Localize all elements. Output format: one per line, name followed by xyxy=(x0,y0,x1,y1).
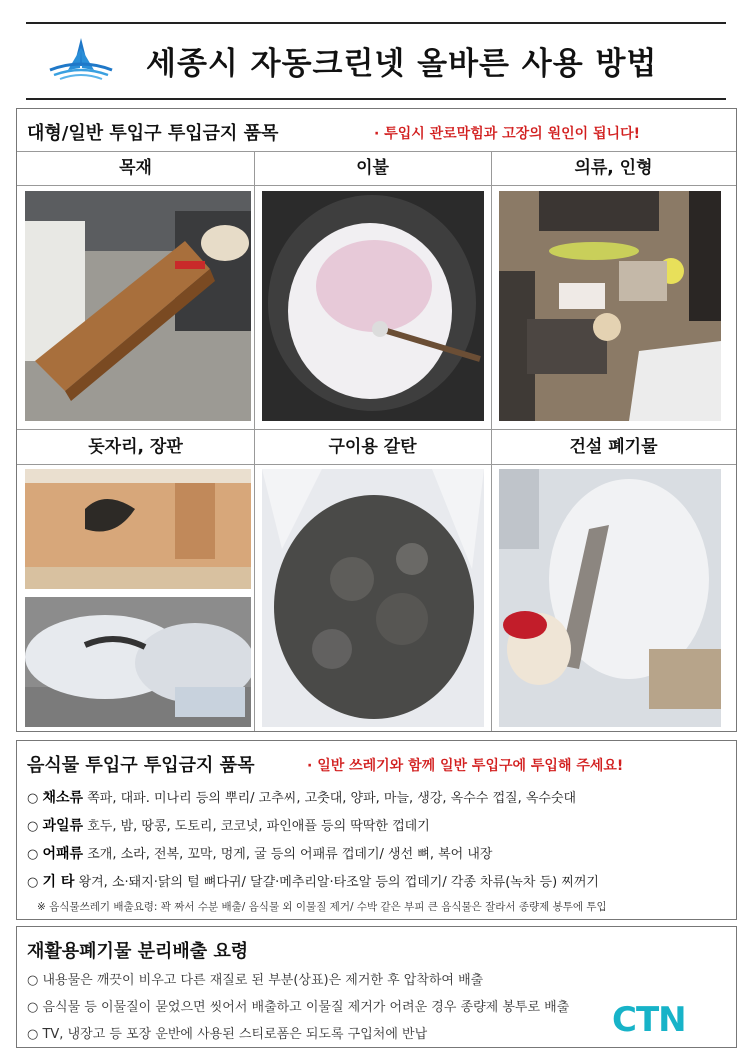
bullet: ○ xyxy=(27,791,39,806)
bedding-photo xyxy=(262,191,484,421)
bullet: ○ xyxy=(27,875,39,890)
section-header xyxy=(17,927,736,961)
section-heading: 음식물 투입구 투입금지 품목 xyxy=(27,755,255,776)
item-text: 쪽파, 대파. 미나리 등의 뿌리/ 고추씨, 고춧대, 양파, 마늘, 생강, 옥수수 껍질, 옥수숫대 xyxy=(87,791,577,806)
list-item xyxy=(27,815,430,835)
list-item xyxy=(27,871,599,891)
list-item xyxy=(27,843,492,863)
item-text: 호두, 밤, 땅콩, 도토리, 코코넛, 파인애플 등의 딱딱한 껍데기 xyxy=(87,819,430,834)
section-heading: 대형/일반 투입구 투입금지 품목 xyxy=(27,123,279,144)
divider xyxy=(254,151,255,731)
warning-text: · 일반 쓰레기와 함께 일반 투입구에 투입해 주세요! xyxy=(307,758,624,774)
item-label-bedding: 이불 xyxy=(254,151,491,186)
item-text: 조개, 소라, 전복, 꼬막, 멍게, 굴 등의 어패류 껍데기/ 생선 뼈, 복어 내장 xyxy=(87,847,493,862)
title-bar xyxy=(26,22,726,100)
section-large-inlet xyxy=(16,108,737,732)
ctn-watermark: CTN xyxy=(612,1000,686,1040)
item-label-construction: 건설 폐기물 xyxy=(491,430,736,465)
category-label: 기 타 xyxy=(42,874,75,890)
clothes-dolls-photo xyxy=(499,191,721,421)
list-item: ○ 내용물은 깨끗이 비우고 다른 재질로 된 부분(상표)은 제거한 후 압착하여 배출 xyxy=(27,973,484,988)
construction-waste-photo xyxy=(499,469,721,727)
divider xyxy=(491,151,492,731)
section-food-inlet xyxy=(16,740,737,920)
charcoal-photo xyxy=(262,469,484,727)
category-label: 어패류 xyxy=(42,846,84,862)
warning-text: · 투입시 관로막힘과 고장의 원인이 됩니다! xyxy=(374,126,640,142)
sejong-logo-icon xyxy=(46,36,116,82)
list-item: ○ TV, 냉장고 등 포장 운반에 사용된 스티로폼은 되도록 구입처에 반납 xyxy=(27,1027,428,1042)
list-item xyxy=(27,787,576,807)
list-item: ○ 음식물 등 이물질이 묻었으면 씻어서 배출하고 이물질 제거가 어려운 경우 종량제 봉투로 배출 xyxy=(27,1000,570,1015)
bullet: ○ xyxy=(27,819,39,834)
item-label-mat: 돗자리, 장판 xyxy=(17,430,254,465)
mat-photo-2 xyxy=(25,597,251,727)
item-label-wood: 목재 xyxy=(17,151,254,186)
page-title: 세종시 자동크린넷 올바른 사용 방법 xyxy=(146,46,658,82)
category-label: 과일류 xyxy=(42,818,84,834)
item-label-charcoal: 구이용 갈탄 xyxy=(254,430,491,465)
category-label: 채소류 xyxy=(42,790,84,806)
wood-photo xyxy=(25,191,251,421)
section-heading: 재활용폐기물 분리배출 요령 xyxy=(27,941,249,962)
item-label-clothes: 의류, 인형 xyxy=(491,151,736,186)
section-header xyxy=(17,741,736,777)
section-header xyxy=(17,109,736,152)
disposal-note: ※ 음식물쓰레기 배출요령: 꽉 짜서 수분 배출/ 음식물 외 이물질 제거/ 수박 같은 부피 큰 음식물은 잘라서 종량제 봉투에 투입 xyxy=(37,901,607,913)
mat-photo-1 xyxy=(25,469,251,589)
bullet: ○ xyxy=(27,847,39,862)
item-text: 왕겨, 소·돼지·닭의 털 뼈다귀/ 달걀·메추리알·타조알 등의 껍데기/ 각종 차류(녹차 등) 찌꺼기 xyxy=(78,875,599,890)
